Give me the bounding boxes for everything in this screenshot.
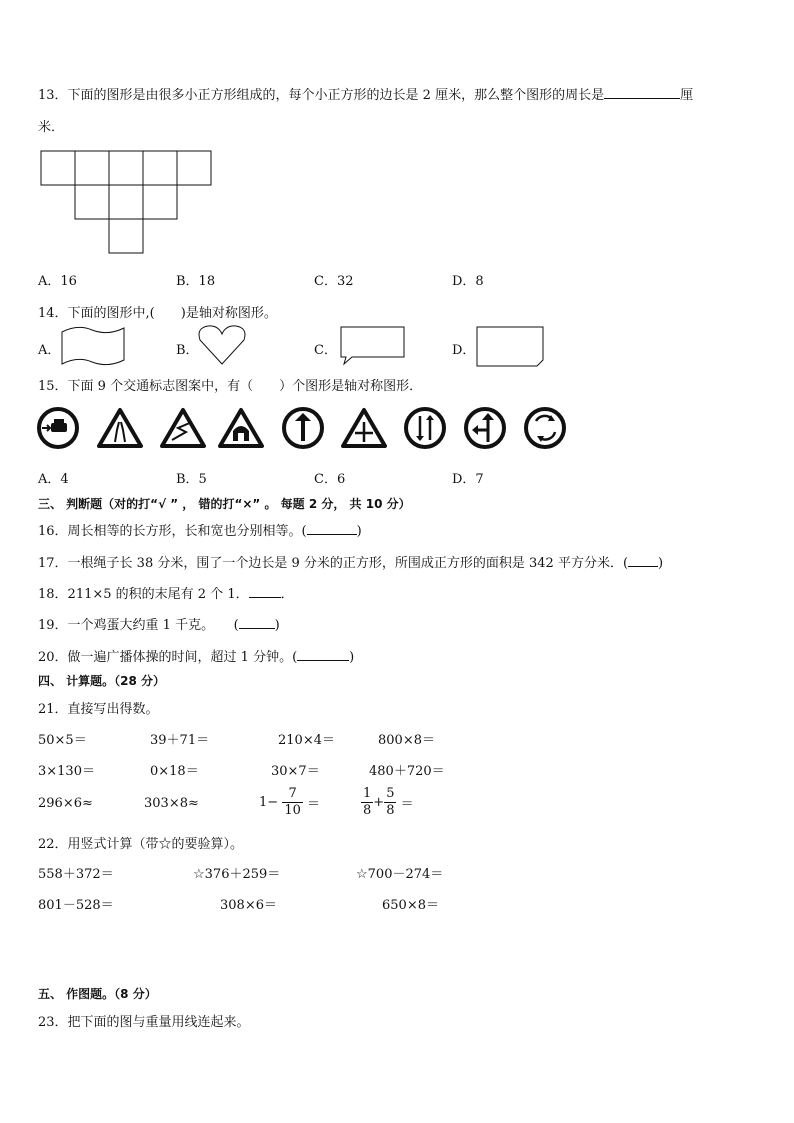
q21-item: 39＋71＝: [150, 733, 210, 748]
q21-item: 30×7＝: [271, 764, 320, 779]
q22-item: ☆700－274＝: [356, 867, 444, 882]
q14-label-b[interactable]: B．: [176, 343, 199, 358]
q21-item: 210×4＝: [278, 733, 335, 748]
q22-item: 558＋372＝: [38, 867, 114, 882]
q13-option-b[interactable]: B．18: [176, 274, 216, 289]
q23-text: 23．把下面的图与重量用线连起来。: [38, 1015, 250, 1030]
q22-item: ☆376＋259＝: [193, 867, 281, 882]
q21-item: 3×130＝: [38, 764, 95, 779]
sign-winding-road-icon: [162, 410, 204, 446]
q14-label-d[interactable]: D．: [452, 343, 476, 358]
q13-option-c[interactable]: C．32: [314, 274, 354, 289]
q16-answer-blank[interactable]: [307, 520, 357, 535]
fraction: $\frac{5}{8}$: [386, 786, 395, 818]
sign-two-way-icon: [406, 409, 444, 447]
q21-fraction-expr-1: 1− $\frac{7}{10}$ ＝: [259, 786, 321, 818]
fraction: $\frac{7}{10}$: [284, 786, 301, 818]
sign-car-icon: [39, 409, 77, 447]
sign-left-turn-icon: [466, 409, 504, 447]
q20-answer-blank[interactable]: [297, 646, 349, 661]
q22-item: 308×6＝: [220, 898, 277, 913]
q13-text-cont: 米．: [38, 120, 65, 135]
q14-label-a[interactable]: A．: [38, 343, 61, 358]
q21-fraction-expr-2: $\frac{1}{8}$ + $\frac{5}{8}$ ＝: [363, 786, 414, 818]
q22-item: 650×8＝: [382, 898, 439, 913]
section-4-heading: 四、 计算题。（28 分）: [38, 674, 166, 688]
q14-label-c[interactable]: C．: [314, 343, 337, 358]
q15-option-d[interactable]: D．7: [452, 472, 484, 487]
section-5-heading: 五、 作图题。（8 分）: [38, 987, 157, 1001]
q19: 19．一个鸡蛋大约重 1 千克。 ( ): [38, 614, 280, 633]
q18-answer-blank[interactable]: [249, 583, 281, 598]
q21-item: 480＋720＝: [369, 764, 445, 779]
sign-roundabout-icon: [526, 409, 564, 447]
q16: 16．周长相等的长方形，长和宽也分别相等。( ): [38, 520, 362, 539]
q21-item: 800×8＝: [378, 733, 435, 748]
q15-text: 15．下面 9 个交通标志图案中，有（ ）个图形是轴对称图形．: [38, 379, 423, 394]
q14-text: 14．下面的图形中,( )是轴对称图形。: [38, 306, 277, 321]
q13-text: 13．下面的图形是由很多小正方形组成的，每个小正方形的边长是 2 厘米，那么整个图形的周长是 厘: [38, 84, 693, 103]
q18: 18．211×5 的积的末尾有 2 个 1． ．: [38, 583, 294, 602]
q15-traffic-signs: [0, 0, 794, 460]
q21-text: 21．直接写出得数。: [38, 702, 159, 717]
fraction: $\frac{1}{8}$: [363, 786, 372, 818]
q21-item: 296×6≈: [38, 796, 93, 811]
q21-item: 303×8≈: [144, 796, 199, 811]
q19-answer-blank[interactable]: [239, 614, 275, 629]
sign-tunnel-icon: [220, 410, 262, 446]
q22-text: 22．用竖式计算（带☆的要验算）。: [38, 837, 244, 852]
sign-narrow-road-icon: [99, 410, 141, 446]
sign-crossroad-icon: [343, 410, 385, 446]
q15-option-a[interactable]: A．4: [38, 472, 69, 487]
q21-item: 50×5＝: [38, 733, 87, 748]
q20: 20．做一遍广播体操的时间，超过 1 分钟。( ): [38, 646, 354, 665]
q21-item: 0×18＝: [150, 764, 199, 779]
q15-option-b[interactable]: B．5: [176, 472, 207, 487]
q13-option-d[interactable]: D．8: [452, 274, 484, 289]
q22-item: 801－528＝: [38, 898, 114, 913]
sign-straight-icon: [284, 409, 322, 447]
q17: 17．一根绳子长 38 分米，围了一个边长是 9 分米的正方形，所围成正方形的面积是 342 平方分米．( ): [38, 552, 663, 571]
q17-answer-blank[interactable]: [628, 552, 658, 567]
q15-option-c[interactable]: C．6: [314, 472, 346, 487]
q13-option-a[interactable]: A．16: [38, 274, 77, 289]
section-3-heading: 三、 判断题（对的打“√ ” ， 错的打“×” 。 每题 2 分， 共 10 分）: [38, 497, 411, 511]
